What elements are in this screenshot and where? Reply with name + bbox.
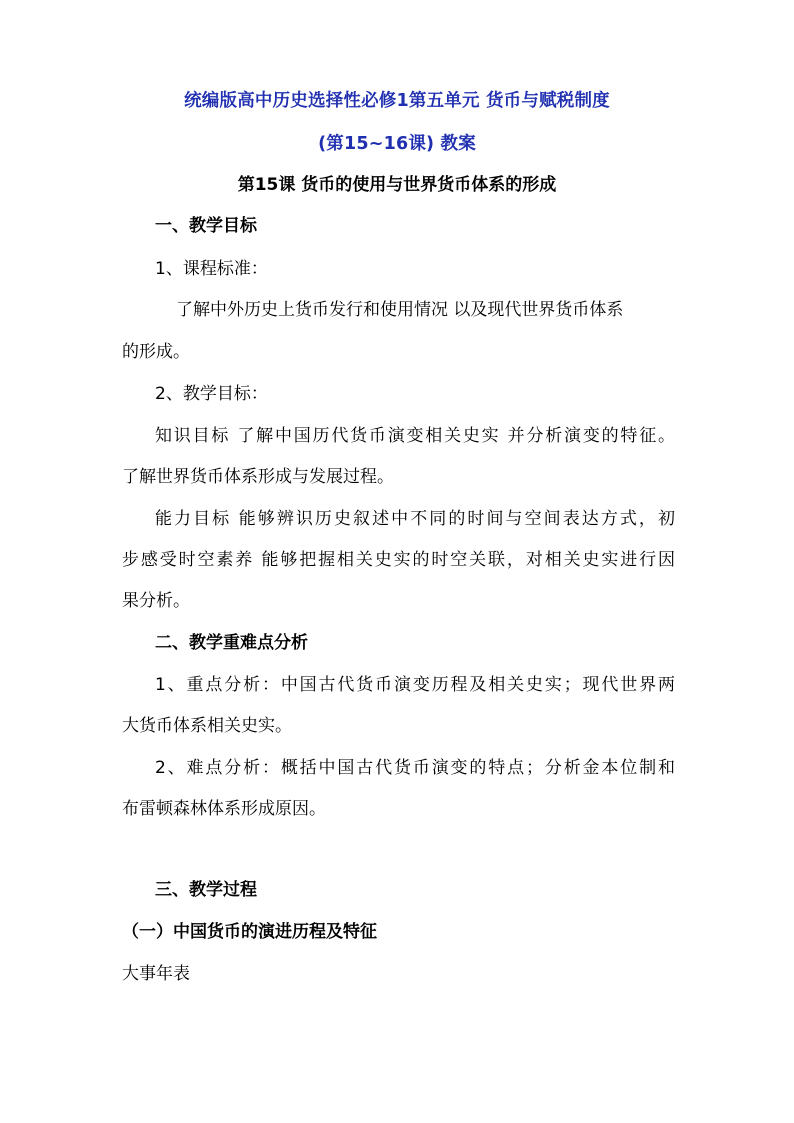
- subsection-heading-currency: （一）中国货币的演进历程及特征: [122, 922, 377, 942]
- item-curriculum-standard: 1、课程标准：: [155, 259, 268, 279]
- section-heading-objectives: 一、教学目标: [155, 216, 257, 236]
- timeline-label: 大事年表: [122, 964, 190, 984]
- section-heading-process: 三、教学过程: [155, 880, 257, 900]
- lesson-title: 第15课 货币的使用与世界货币体系的形成: [237, 175, 557, 195]
- item-key-points-line2: 大货币体系相关史实。: [122, 716, 292, 736]
- section-heading-key-points: 二、教学重难点分析: [155, 633, 308, 653]
- item-key-points-line1: 1、重点分析：中国古代货币演变历程及相关史实；现代世界两: [155, 675, 675, 695]
- item-difficulties-line1: 2、难点分析：概括中国古代货币演变的特点；分析金本位制和: [155, 758, 675, 778]
- paragraph-ability-line2: 步感受时空素养 能够把握相关史实的时空关联，对相关史实进行因: [122, 550, 675, 570]
- paragraph-standard-line2: 的形成。: [122, 342, 190, 362]
- item-difficulties-line2: 布雷顿森林体系形成原因。: [122, 799, 326, 819]
- paragraph-ability-line3: 果分析。: [122, 591, 190, 611]
- paragraph-knowledge-line2: 了解世界货币体系形成与发展过程。: [122, 467, 394, 487]
- document-title-line1: 统编版高中历史选择性必修1第五单元 货币与赋税制度: [184, 91, 610, 111]
- document-title-line2: (第15~16课) 教案: [318, 134, 476, 154]
- paragraph-knowledge-line1: 知识目标 了解中国历代货币演变相关史实 并分析演变的特征。: [155, 426, 675, 446]
- item-teaching-objectives: 2、教学目标：: [155, 384, 268, 404]
- paragraph-standard-line1: 了解中外历史上货币发行和使用情况 以及现代世界货币体系: [176, 300, 624, 320]
- paragraph-ability-line1: 能力目标 能够辨识历史叙述中不同的时间与空间表达方式，初: [155, 509, 675, 529]
